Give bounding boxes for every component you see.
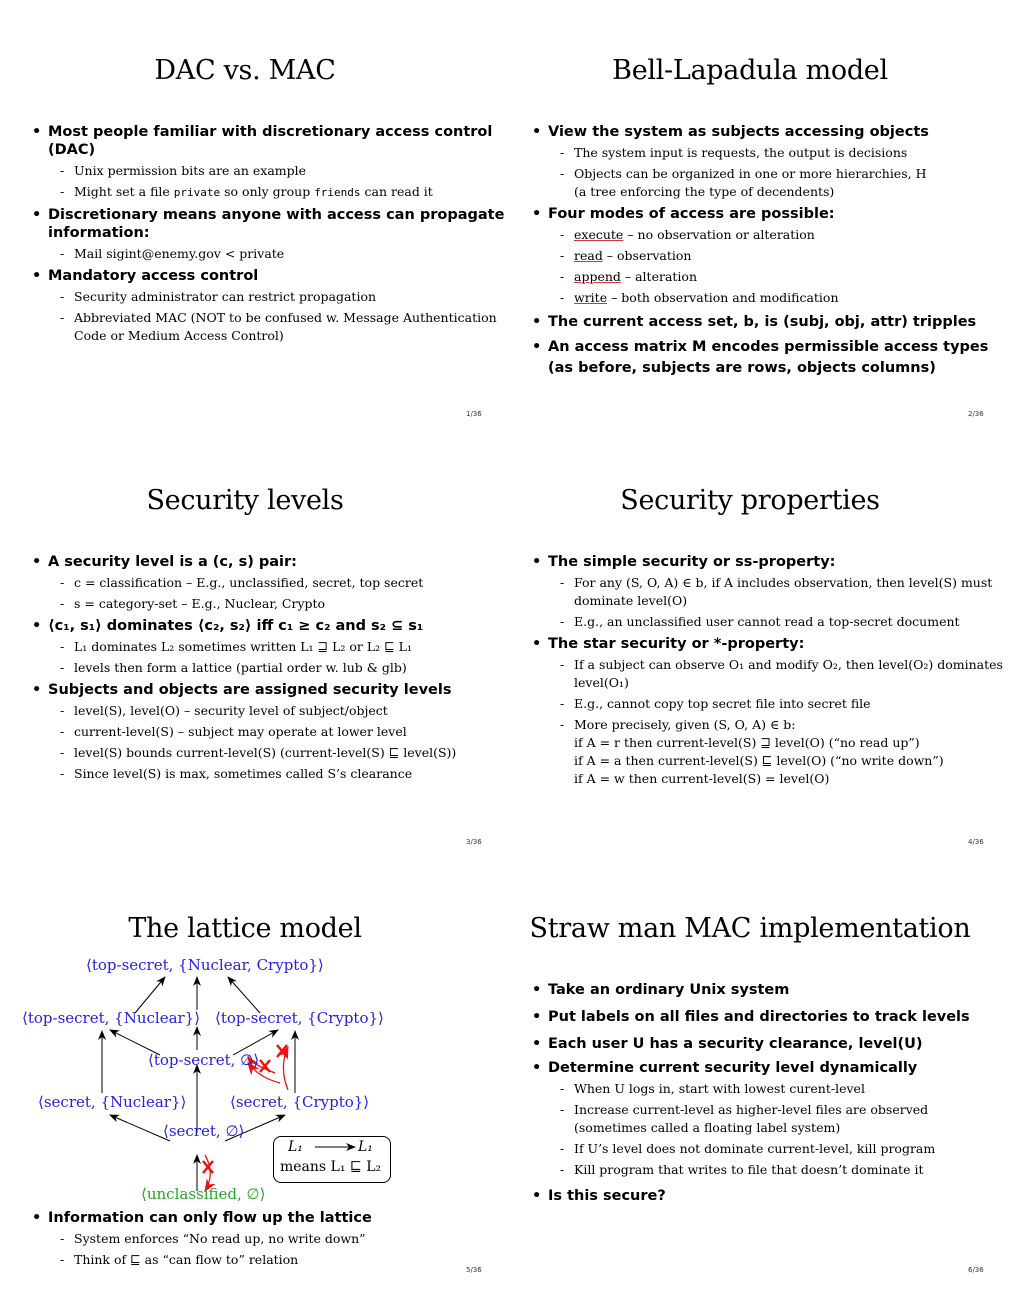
- node-secret-empty: ⟨secret, ∅⟩: [163, 1122, 245, 1140]
- bullet-dac: [48, 123, 510, 202]
- page-number: 2/36: [968, 410, 984, 418]
- bullet-text: Most people familiar with discretionary access control (DAC): [48, 124, 493, 158]
- bullet-text: Mandatory access control: [48, 268, 259, 284]
- code-friends: friends: [314, 186, 361, 199]
- node-unclassified-empty: ⟨unclassified, ∅⟩: [141, 1185, 266, 1203]
- page-number: 6/36: [968, 1266, 984, 1274]
- bullet-labels: • Put labels on all files and directories to track levels: [548, 1008, 1010, 1026]
- bullet-text: Subjects and objects are assigned security levels: [48, 682, 452, 698]
- sub-mode-execute: [574, 226, 1010, 244]
- text: can read it: [360, 184, 433, 199]
- sub-bounds: - level(S) bounds current-level(S) (current-level(S) ⊑ level(S)): [74, 744, 510, 762]
- bullet-text: Four modes of access are possible:: [548, 206, 835, 222]
- text: (a tree enforcing the type of decendents): [574, 184, 835, 199]
- text: so only group: [220, 184, 315, 199]
- bullet-unix: • Take an ordinary Unix system: [548, 981, 1010, 999]
- legend-l1-right: L₁: [358, 1139, 373, 1155]
- bullet-access-set: • The current access set, b, is (subj, obj, attr) tripples: [548, 313, 1010, 331]
- slide-security-properties: [520, 485, 1010, 792]
- bullet-flow-up: [48, 1209, 500, 1269]
- text: Objects can be organized in one or more hierarchies, H: [574, 166, 927, 181]
- slide-title: Bell-Lapadula model: [612, 55, 888, 86]
- bullet-dominates: [48, 617, 510, 677]
- legend-box: [273, 1136, 391, 1183]
- arrow: [228, 977, 260, 1013]
- code-private: private: [173, 186, 221, 199]
- sub-unix-bits: - Unix permission bits are an example: [74, 162, 510, 180]
- bullet-discretionary: [48, 206, 510, 263]
- text: (sometimes called a floating label system): [574, 1120, 841, 1135]
- sub-mode-read: [574, 247, 1010, 265]
- node-top-secret-nuclear: ⟨top-secret, {Nuclear}⟩: [22, 1009, 201, 1027]
- node-secret-nuclear: ⟨secret, {Nuclear}⟩: [38, 1093, 187, 1111]
- sub-dominates-notation: - L₁ dominates L₂ sometimes written L₁ ⊒ L₂ or L₂ ⊑ L₁: [74, 638, 510, 656]
- slide-title: Security levels: [146, 485, 344, 516]
- text: if A = r then current-level(S) ⊒ level(O) (“no read up”): [574, 735, 920, 750]
- bullet-text: Information can only flow up the lattice: [48, 1210, 372, 1226]
- text: – alteration: [620, 269, 697, 284]
- bullet-text: ⟨c₁, s₁⟩ dominates ⟨c₂, s₂⟩ iff c₁ ≥ c₂ and s₂ ⊆ s₁: [48, 618, 424, 634]
- legend-means: means L₁ ⊑ L₂: [280, 1159, 382, 1175]
- bullet-assigned: [48, 681, 510, 783]
- sub-hierarchies: [574, 165, 1010, 201]
- bullet-text: A security level is a (c, s) pair:: [48, 554, 297, 570]
- page-number: 4/36: [968, 838, 984, 846]
- sub-admin: - Security administrator can restrict propagation: [74, 288, 510, 306]
- sub-can-flow-to: - Think of ⊑ as “can flow to” relation: [74, 1251, 500, 1269]
- slide-title: The lattice model: [128, 913, 362, 944]
- arrow: [110, 1115, 170, 1141]
- slide-title: Security properties: [620, 485, 880, 516]
- bullet-clearance: • Each user U has a security clearance, level(U): [548, 1035, 1010, 1053]
- slide-security-levels: [20, 485, 510, 787]
- node-top-secret-nuclear-crypto: ⟨top-secret, {Nuclear, Crypto}⟩: [86, 956, 324, 974]
- sub-kill-dominate: - If U’s level does not dominate current-level, kill program: [574, 1140, 1010, 1158]
- node-top-secret-empty: ⟨top-secret, ∅⟩: [148, 1051, 260, 1069]
- text: Increase current-level as higher-level files are observed: [574, 1102, 929, 1117]
- sub-category-set: - s = category-set – E.g., Nuclear, Crypto: [74, 595, 510, 613]
- bullet-four-modes: [548, 205, 1010, 307]
- page-number: 5/36: [466, 1266, 482, 1274]
- slide-bell-lapadula: [520, 55, 1010, 383]
- sub-star-precise: [574, 716, 1010, 788]
- slide-lattice-model: [20, 913, 510, 1293]
- sub-mode-append: [574, 268, 1010, 286]
- sub-mode-write: [574, 289, 1010, 307]
- sub-level: - level(S), level(O) – security level of subject/object: [74, 702, 510, 720]
- sub-login: - When U logs in, start with lowest curent-level: [574, 1080, 1010, 1098]
- page-number: 3/36: [466, 838, 482, 846]
- node-secret-crypto: ⟨secret, {Crypto}⟩: [230, 1093, 370, 1111]
- page-number: 1/36: [466, 410, 482, 418]
- bullet-text: The simple security or ss-property:: [548, 554, 836, 570]
- mode-word: write: [574, 290, 608, 305]
- arrow: [135, 977, 165, 1013]
- slide-dac-vs-mac: [20, 55, 510, 349]
- sub-abbrev: - Abbreviated MAC (NOT to be confused w. Message Authentication Code or Medium Access Control): [74, 309, 510, 345]
- bullet-secure: • Is this secure?: [548, 1187, 1010, 1205]
- sub-clearance: - Since level(S) is max, sometimes called S’s clearance: [74, 765, 510, 783]
- text: More precisely, given (S, O, A) ∈ b:: [574, 717, 796, 732]
- bullet-security-level: [48, 553, 510, 613]
- sub-mail-cmd: - Mail sigint@enemy.gov < private: [74, 245, 510, 263]
- sub-lattice: - levels then form a lattice (partial order w. lub & glb): [74, 659, 510, 677]
- sub-increase: [574, 1101, 1010, 1137]
- sub-current-level: - current-level(S) – subject may operate at lower level: [74, 723, 510, 741]
- node-top-secret-crypto: ⟨top-secret, {Crypto}⟩: [215, 1009, 384, 1027]
- bullet-star-property: [548, 635, 1010, 788]
- mode-word: read: [574, 248, 603, 263]
- bullet-subjects-objects: [548, 123, 1010, 201]
- sub-input-output: - The system input is requests, the output is decisions: [574, 144, 1010, 162]
- text: Might set a file: [74, 184, 174, 199]
- bullet-text: The star security or *-property:: [548, 636, 805, 652]
- bullet-text: Discretionary means anyone with access can propagate information:: [48, 207, 505, 241]
- text: if A = w then current-level(S) = level(O): [574, 771, 830, 786]
- bullet-ss-property: [548, 553, 1010, 631]
- sub-classification: - c = classification – E.g., unclassified, secret, top secret: [74, 574, 510, 592]
- bullet-text: View the system as subjects accessing objects: [548, 124, 929, 140]
- text: if A = a then current-level(S) ⊑ level(O) (“no write down”): [574, 753, 944, 768]
- bullet-mac: [48, 267, 510, 345]
- sub-private-file: [74, 183, 510, 202]
- sub-kill-write: - Kill program that writes to file that doesn’t dominate it: [574, 1161, 1010, 1179]
- bullet-access-matrix: • An access matrix M encodes permissible access types (as before, subjects are rows, objects columns): [548, 337, 1010, 379]
- sub-enforces: - System enforces “No read up, no write down”: [74, 1230, 500, 1248]
- slide-title: Straw man MAC implementation: [529, 913, 971, 944]
- text: – both observation and modification: [607, 290, 839, 305]
- text: – observation: [602, 248, 692, 263]
- sub-star-example: - E.g., cannot copy top secret file into secret file: [574, 695, 1010, 713]
- bullet-text: Determine current security level dynamically: [548, 1060, 918, 1076]
- legend-l1-left: L₁: [288, 1139, 303, 1155]
- sub-star-def: - If a subject can observe O₁ and modify O₂, then level(O₂) dominates level(O₁): [574, 656, 1010, 692]
- text: – no observation or alteration: [623, 227, 815, 242]
- sub-ss-def: - For any (S, O, A) ∈ b, if A includes observation, then level(S) must dominate level(O): [574, 574, 1010, 610]
- mode-word: append: [574, 269, 621, 284]
- mode-word: execute: [574, 227, 624, 242]
- slide-straw-man-mac: [520, 913, 1010, 1209]
- bullet-dynamic: [548, 1059, 1010, 1179]
- sub-ss-example: - E.g., an unclassified user cannot read a top-secret document: [574, 613, 1010, 631]
- slide-title: DAC vs. MAC: [154, 55, 336, 86]
